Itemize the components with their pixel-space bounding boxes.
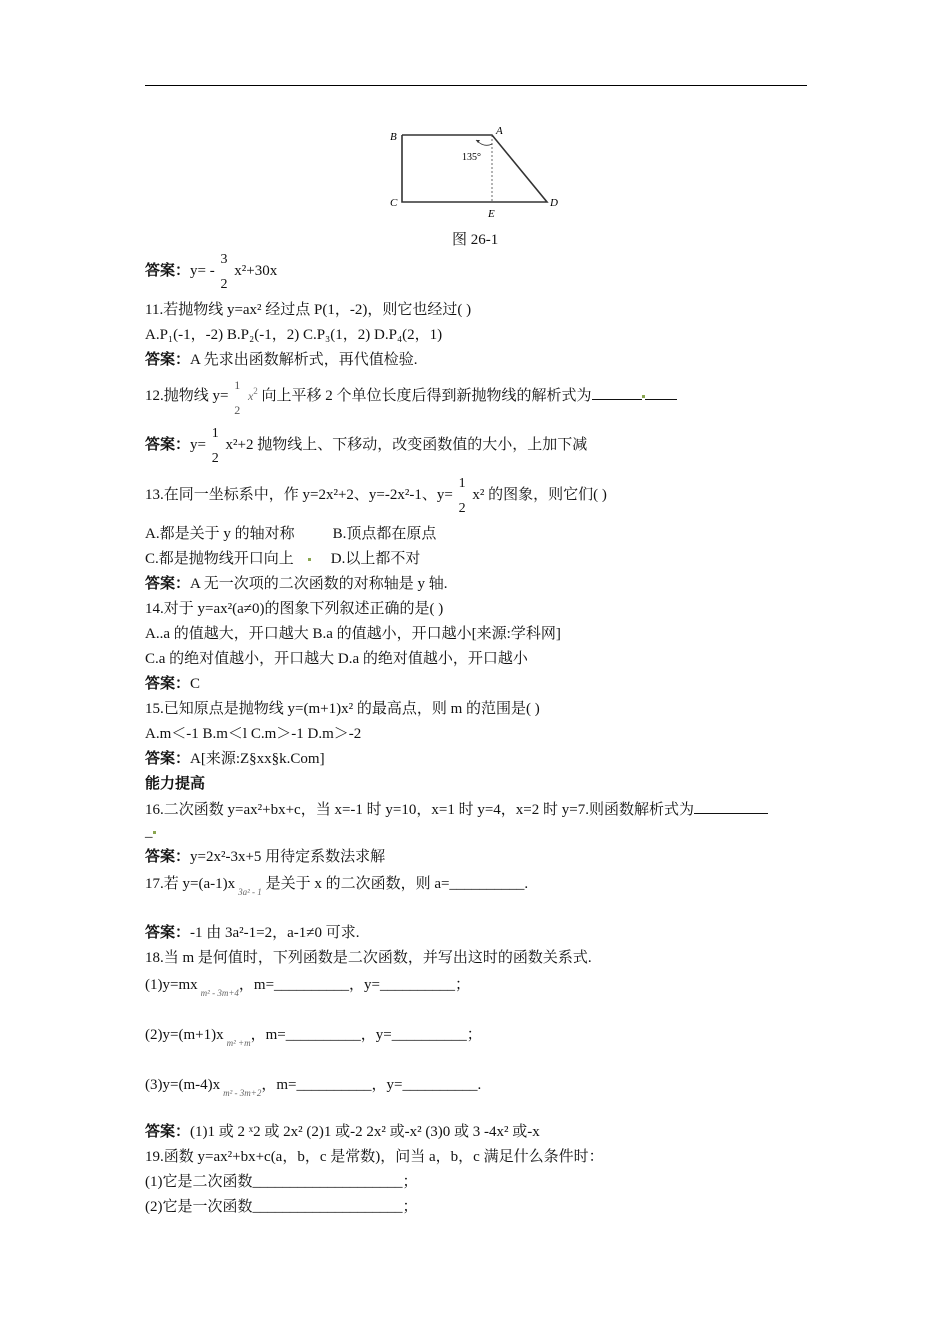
- answer-13: 答案：A 无一次项的二次函数的对称轴是 y 轴.: [145, 576, 448, 592]
- question-15: 15.已知原点是抛物线 y=(m+1)x² 的最高点，则 m 的范围是( ): [145, 701, 540, 717]
- fraction: 3 2: [220, 251, 228, 292]
- question-16-tail: _: [145, 822, 156, 842]
- question-19-part-1: (1)它是二次函数____________________；: [145, 1174, 418, 1190]
- answer-14: 答案：C: [145, 676, 201, 692]
- answer-11: 答案：A 先求出函数解析式，再代值检验.: [145, 352, 418, 368]
- question-16: 16.二次函数 y=ax²+bx+c，当 x=-1 时 y=10，x=1 时 y=4，x=2 时 y=7.则函数解析式为: [145, 799, 768, 820]
- fraction: 1 2: [234, 377, 241, 417]
- question-13-options-ab: A.都是关于 y 的轴对称 B.顶点都在原点: [145, 526, 437, 542]
- question-11: 11.若抛物线 y=ax² 经过点 P(1，-2)，则它也经过( ): [145, 302, 472, 318]
- answer-16: 答案：y=2x²-3x+5 用待定系数法求解: [145, 849, 386, 865]
- question-14: 14.对于 y=ax²(a≠0)的图象下列叙述正确的是( ): [145, 601, 444, 617]
- question-18-part-1: (1)y=mx $_{m^2 - 3m+4}$，m=__________，y=__________；: [145, 977, 470, 998]
- fraction: 1 2: [211, 425, 219, 466]
- section-heading: 能力提高: [145, 776, 206, 792]
- answer-12: 答案：y= 1 2 x²+2 抛物线上、下移动，改变函数值的大小，上加下减: [145, 425, 588, 466]
- answer-10: 答案：y= - 3 2 x²+30x: [145, 251, 278, 292]
- trapezoid-figure: [380, 122, 570, 222]
- question-12: 12.抛物线 y= 1 2 $x^2$ 向上平移 2 个单位长度后得到新抛物线的解析式为: [145, 385, 677, 407]
- label-b: B: [390, 131, 397, 143]
- answer-15: 答案：A[来源:Z§xx§k.Com]: [145, 751, 325, 767]
- label-a: A: [496, 125, 503, 137]
- label-e: E: [488, 208, 495, 220]
- answer-18: 答案：(1)1 或 2 ˣ2 或 2x² (2)1 或-2 2x² 或-x² (3)0 或 3 -4x² 或-x: [145, 1124, 540, 1140]
- question-15-options: A.m＜-1 B.m＜l C.m＞-1 D.m＞-2: [145, 726, 362, 742]
- question-17: 17.若 y=(a-1)x $_{3a^2 - 1}$ 是关于 x 的二次函数，则 a=__________.: [145, 876, 529, 897]
- question-18-part-2: (2)y=(m+1)x $_{m^2 +m}$，m=__________，y=__________；: [145, 1027, 482, 1048]
- answer-17: 答案：-1 由 3a²-1=2，a-1≠0 可求.: [145, 925, 360, 941]
- angle-label: 135°: [462, 152, 481, 163]
- question-13: 13.在同一坐标系中，作 y=2x²+2、y=-2x²-1、y= 1 2 x² 的图象，则它们( ): [145, 475, 607, 516]
- fraction: 1 2: [458, 475, 466, 516]
- figure-caption: 图 26-1: [452, 232, 499, 248]
- question-14-options-ab: A..a 的值越大，开口越大 B.a 的值越小，开口越小[来源:学科网]: [145, 626, 561, 642]
- question-14-options-cd: C.a 的绝对值越小，开口越大 D.a 的绝对值越小，开口越小: [145, 651, 528, 667]
- question-18-part-3: (3)y=(m-4)x $_{m^2 - 3m+2}$，m=__________，y=__________.: [145, 1077, 482, 1098]
- question-19-part-2: (2)它是一次函数____________________；: [145, 1199, 418, 1215]
- question-11-options: A.P₁(-1，-2) B.P₂(-1，2) C.P₃(1，2) D.P₄(2，1): [145, 327, 443, 343]
- header-rule: [145, 85, 807, 86]
- question-18: 18.当 m 是何值时，下列函数是二次函数，并写出这时的函数关系式.: [145, 950, 592, 966]
- question-19: 19.函数 y=ax²+bx+c(a，b，c 是常数)，问当 a，b，c 满足什么条件时：: [145, 1149, 604, 1165]
- label-c: C: [390, 197, 398, 209]
- question-13-options-cd: C.都是抛物线开口向上 D.以上都不对: [145, 551, 421, 567]
- label-d: D: [550, 197, 558, 209]
